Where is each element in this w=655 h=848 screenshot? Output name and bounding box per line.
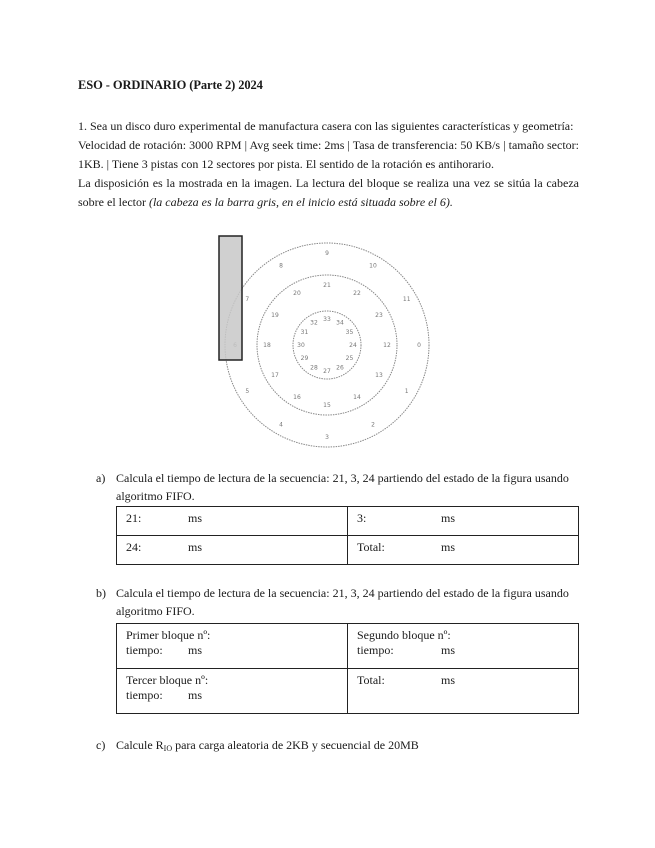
cell-key: tiempo: bbox=[126, 688, 163, 702]
sector-labels bbox=[233, 250, 421, 441]
sector-label-26: 26 bbox=[336, 364, 344, 372]
table-row bbox=[117, 669, 579, 714]
sector-label-30: 30 bbox=[297, 342, 305, 349]
cell-key: Total: bbox=[357, 673, 385, 687]
cell-heading: Tercer bloque nº: bbox=[126, 673, 209, 687]
sector-label-7: 7 bbox=[245, 296, 250, 303]
sector-label-25: 25 bbox=[345, 355, 354, 362]
sector-label-13: 13 bbox=[375, 372, 383, 379]
cell-unit: ms bbox=[441, 540, 456, 554]
question-c bbox=[96, 736, 580, 758]
sector-label-4: 4 bbox=[279, 421, 283, 429]
problem-statement bbox=[78, 117, 579, 212]
middle-track bbox=[257, 275, 397, 415]
statement-line-3-text: La disposición es la mostrada en la imagen. La lectura del bloque se realiza una vez se sitúa la cabeza sobre el lector bbox=[78, 176, 579, 209]
cell-unit: ms bbox=[188, 511, 203, 525]
answer-cell-second-block[interactable] bbox=[348, 624, 579, 669]
sector-label-32: 32 bbox=[310, 319, 318, 327]
cell-key: tiempo: bbox=[126, 643, 163, 657]
sector-label-23: 23 bbox=[375, 312, 383, 319]
question-c-subscript: IO bbox=[163, 744, 173, 753]
sector-label-5: 5 bbox=[245, 388, 250, 395]
sector-label-19: 19 bbox=[271, 312, 279, 319]
answer-table-b bbox=[116, 623, 579, 714]
sector-label-11: 11 bbox=[402, 296, 411, 303]
cell-heading: Primer bloque nº: bbox=[126, 628, 211, 642]
disk-figure bbox=[200, 230, 460, 450]
cell-key: 3: bbox=[357, 511, 367, 525]
read-head-bar bbox=[219, 236, 242, 360]
answer-cell-total[interactable] bbox=[348, 536, 579, 565]
answer-table-a bbox=[116, 506, 579, 565]
statement-line-2: Velocidad de rotación: 3000 RPM | Avg seek time: 2ms | Tasa de transferencia: 50 KB/s | tamaño sector: 1KB. | Tiene 3 pistas con 12 sectores por pista. El sentido de la rotación es antihorario. bbox=[78, 138, 579, 171]
sector-label-14: 14 bbox=[353, 394, 361, 401]
cell-key: 21: bbox=[126, 511, 142, 525]
question-b bbox=[96, 584, 580, 620]
sector-label-8: 8 bbox=[279, 262, 283, 270]
sector-label-29: 29 bbox=[300, 355, 309, 362]
disk-diagram bbox=[200, 230, 460, 450]
sector-label-33: 33 bbox=[323, 316, 331, 323]
sector-label-28: 28 bbox=[310, 364, 318, 372]
sector-label-10: 10 bbox=[369, 262, 377, 270]
question-c-text-post: para carga aleatoria de 2KB y secuencial de 20MB bbox=[172, 738, 419, 752]
statement-line-3 bbox=[78, 174, 579, 212]
question-b-label: b) bbox=[96, 586, 106, 600]
cell-heading: Segundo bloque nº: bbox=[357, 628, 451, 642]
sector-label-15: 15 bbox=[323, 402, 331, 409]
sector-label-1: 1 bbox=[404, 388, 409, 395]
sector-label-17: 17 bbox=[271, 372, 279, 379]
sector-label-21: 21 bbox=[323, 282, 331, 289]
question-c-text-pre: Calcule R bbox=[116, 738, 164, 752]
question-a bbox=[96, 469, 580, 505]
question-b-text: Calcula el tiempo de lectura de la secuencia: 21, 3, 24 partiendo del estado de la figura usando algoritmo FIFO. bbox=[116, 586, 569, 618]
statement-line-1: 1. Sea un disco duro experimental de manufactura casera con las siguientes características y geometría: bbox=[78, 119, 574, 133]
sector-label-24: 24 bbox=[349, 342, 357, 349]
cell-unit: ms bbox=[441, 643, 456, 657]
outer-track bbox=[225, 243, 429, 447]
sector-label-0: 0 bbox=[417, 342, 421, 349]
sector-label-27: 27 bbox=[323, 368, 331, 375]
answer-cell-third-block[interactable] bbox=[117, 669, 348, 714]
cell-unit: ms bbox=[188, 688, 203, 702]
question-c-text bbox=[116, 736, 580, 758]
sector-label-12: 12 bbox=[383, 342, 391, 349]
cell-unit: ms bbox=[441, 511, 456, 525]
cell-unit: ms bbox=[188, 643, 203, 657]
sector-label-9: 9 bbox=[325, 250, 329, 257]
cell-unit: ms bbox=[188, 540, 203, 554]
answer-cell-21[interactable] bbox=[117, 507, 348, 536]
cell-key: Total: bbox=[357, 540, 385, 554]
answer-cell-first-block[interactable] bbox=[117, 624, 348, 669]
table-row bbox=[117, 536, 579, 565]
question-a-label: a) bbox=[96, 471, 106, 485]
statement-note: (la cabeza es la barra gris, en el inicio está situada sobre el 6). bbox=[148, 195, 453, 209]
sector-label-22: 22 bbox=[353, 290, 361, 297]
question-c-label: c) bbox=[96, 738, 106, 752]
exam-title: ESO - ORDINARIO (Parte 2) 2024 bbox=[78, 78, 263, 92]
sector-label-31: 31 bbox=[300, 329, 309, 336]
answer-cell-3[interactable] bbox=[348, 507, 579, 536]
table-row bbox=[117, 507, 579, 536]
sector-label-16: 16 bbox=[293, 394, 301, 401]
sector-label-35: 35 bbox=[345, 329, 354, 336]
answer-cell-total[interactable] bbox=[348, 669, 579, 714]
cell-key: 24: bbox=[126, 540, 142, 554]
sector-label-20: 20 bbox=[293, 290, 301, 297]
sector-label-3: 3 bbox=[325, 434, 329, 441]
sector-label-18: 18 bbox=[263, 342, 271, 349]
cell-key: tiempo: bbox=[357, 643, 394, 657]
question-a-text: Calcula el tiempo de lectura de la secuencia: 21, 3, 24 partiendo del estado de la figura usando algoritmo FIFO. bbox=[116, 471, 569, 503]
cell-unit: ms bbox=[441, 673, 456, 687]
sector-label-34: 34 bbox=[336, 319, 344, 327]
table-row bbox=[117, 624, 579, 669]
answer-cell-24[interactable] bbox=[117, 536, 348, 565]
sector-label-2: 2 bbox=[371, 421, 375, 429]
